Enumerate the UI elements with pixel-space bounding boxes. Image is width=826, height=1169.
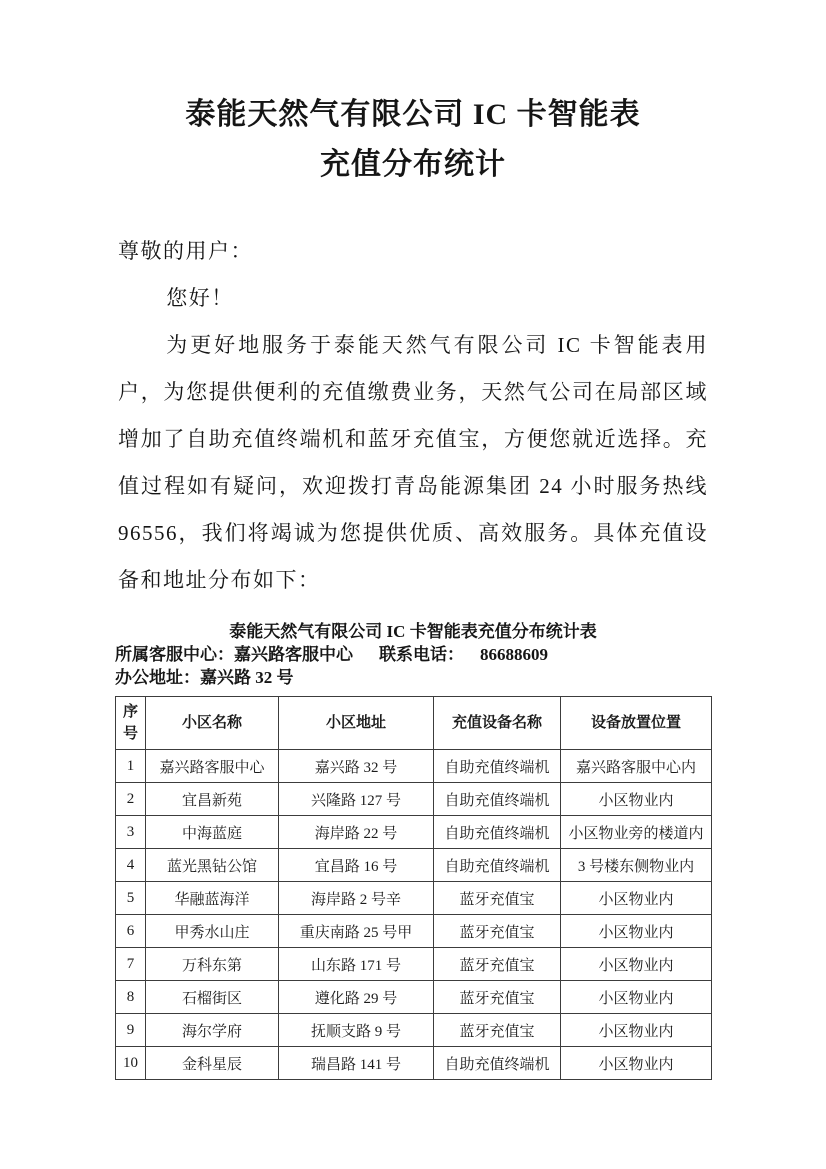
cell-device-location: 3 号楼东侧物业内 — [561, 849, 712, 882]
cell-community-address: 山东路 171 号 — [279, 948, 434, 981]
table-caption: 泰能天然气有限公司 IC 卡智能表充值分布统计表 — [229, 622, 597, 641]
cell-device-location: 小区物业内 — [561, 1014, 712, 1047]
column-header-community-address: 小区地址 — [279, 697, 434, 750]
cell-community-name: 甲秀水山庄 — [146, 915, 279, 948]
cell-community-address: 海岸路 22 号 — [279, 816, 434, 849]
table-row — [116, 849, 712, 882]
document-title-line1: 泰能天然气有限公司 IC 卡智能表 — [185, 98, 641, 131]
cell-community-address: 重庆南路 25 号甲 — [279, 915, 434, 948]
table-row — [116, 1047, 712, 1080]
cell-device-location: 小区物业内 — [561, 783, 712, 816]
cell-community-address: 瑞昌路 141 号 — [279, 1047, 434, 1080]
cell-index: 7 — [116, 948, 146, 981]
cell-community-name: 蓝光黑钻公馆 — [146, 849, 279, 882]
cell-device-name: 蓝牙充值宝 — [434, 981, 561, 1014]
cell-device-location: 嘉兴路客服中心内 — [561, 750, 712, 783]
office-address-line: 办公地址：嘉兴路 32 号 — [115, 668, 294, 687]
table-row — [116, 1014, 712, 1047]
cell-community-name: 中海蓝庭 — [146, 816, 279, 849]
service-center-label: 所属客服中心：嘉兴路客服中心 — [115, 645, 353, 664]
cell-community-address: 兴隆路 127 号 — [279, 783, 434, 816]
cell-device-location: 小区物业旁的楼道内 — [561, 816, 712, 849]
column-header-device-name: 充值设备名称 — [434, 697, 561, 750]
table-row — [116, 915, 712, 948]
column-header-index: 序号 — [116, 697, 146, 750]
cell-index: 6 — [116, 915, 146, 948]
cell-community-name: 华融蓝海洋 — [146, 882, 279, 915]
cell-index: 8 — [116, 981, 146, 1014]
column-header-device-location: 设备放置位置 — [561, 697, 712, 750]
cell-community-name: 金科星辰 — [146, 1047, 279, 1080]
table-row — [116, 981, 712, 1014]
cell-community-address: 抚顺支路 9 号 — [279, 1014, 434, 1047]
cell-device-location: 小区物业内 — [561, 948, 712, 981]
cell-community-address: 嘉兴路 32 号 — [279, 750, 434, 783]
cell-index: 9 — [116, 1014, 146, 1047]
cell-community-address: 宜昌路 16 号 — [279, 849, 434, 882]
salutation: 尊敬的用户： — [118, 239, 253, 263]
cell-device-location: 小区物业内 — [561, 915, 712, 948]
cell-index: 1 — [116, 750, 146, 783]
table-row — [116, 783, 712, 816]
cell-community-name: 嘉兴路客服中心 — [146, 750, 279, 783]
cell-community-name: 石榴街区 — [146, 981, 279, 1014]
document-title — [95, 90, 731, 190]
cell-community-address: 遵化路 29 号 — [279, 981, 434, 1014]
cell-index: 10 — [116, 1047, 146, 1080]
cell-device-name: 自助充值终端机 — [434, 1047, 561, 1080]
cell-device-name: 自助充值终端机 — [434, 849, 561, 882]
cell-index: 4 — [116, 849, 146, 882]
cell-community-address: 海岸路 2 号辛 — [279, 882, 434, 915]
phone-label: 联系电话： — [379, 645, 464, 664]
cell-community-name: 海尔学府 — [146, 1014, 279, 1047]
body-paragraph: 为更好地服务于泰能天然气有限公司 IC 卡智能表用户，为您提供便利的充值缴费业务，天然气公司在局部区域增加了自助充值终端机和蓝牙充值宝，方便您就近选择。充值过程如有疑问，欢迎拨打青岛能源集团 24 小时服务热线 96556，我们将竭诚为您提供优质、高效服务。具体充值设备和地址分布如下： — [118, 333, 708, 592]
table-header-row — [116, 697, 712, 750]
cell-index: 3 — [116, 816, 146, 849]
letter-body — [118, 228, 708, 604]
column-header-community-name: 小区名称 — [146, 697, 279, 750]
cell-device-name: 自助充值终端机 — [434, 750, 561, 783]
cell-device-name: 自助充值终端机 — [434, 816, 561, 849]
cell-index: 5 — [116, 882, 146, 915]
document-title-line2: 充值分布统计 — [320, 148, 506, 181]
cell-device-name: 自助充值终端机 — [434, 783, 561, 816]
cell-device-name: 蓝牙充值宝 — [434, 882, 561, 915]
cell-community-name: 宜昌新苑 — [146, 783, 279, 816]
greeting: 您好！ — [166, 286, 234, 310]
phone-number: 86688609 — [480, 645, 548, 664]
cell-device-name: 蓝牙充值宝 — [434, 948, 561, 981]
cell-device-location: 小区物业内 — [561, 882, 712, 915]
cell-device-name: 蓝牙充值宝 — [434, 915, 561, 948]
service-center-line — [115, 643, 711, 666]
cell-community-name: 万科东第 — [146, 948, 279, 981]
cell-index: 2 — [116, 783, 146, 816]
table-row — [116, 750, 712, 783]
cell-device-name: 蓝牙充值宝 — [434, 1014, 561, 1047]
cell-device-location: 小区物业内 — [561, 1047, 712, 1080]
recharge-locations-table — [115, 696, 712, 1080]
table-section — [115, 620, 711, 1080]
cell-device-location: 小区物业内 — [561, 981, 712, 1014]
table-row — [116, 882, 712, 915]
table-row — [116, 816, 712, 849]
table-row — [116, 948, 712, 981]
